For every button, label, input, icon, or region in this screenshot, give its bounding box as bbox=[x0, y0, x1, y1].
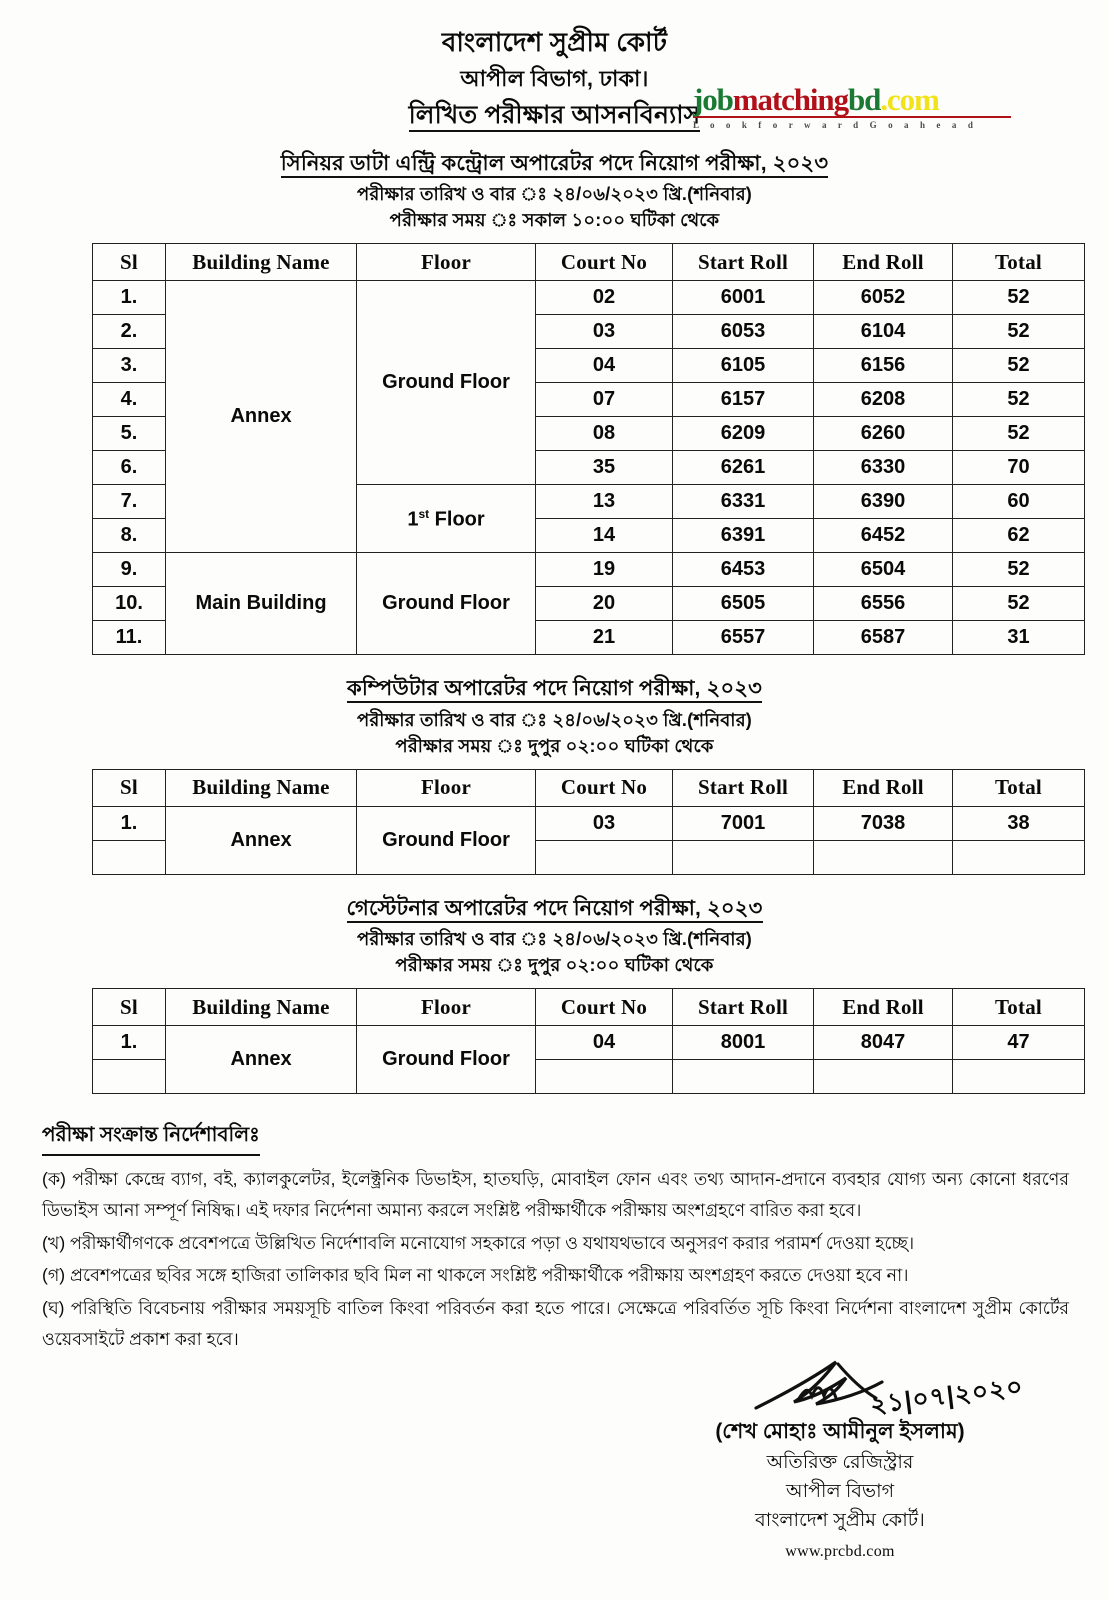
seating-table bbox=[92, 243, 1085, 655]
logo-wordmark bbox=[693, 84, 1019, 115]
cell-sl: 7. bbox=[93, 485, 166, 519]
cell-start-roll: 6557 bbox=[673, 621, 814, 655]
cell-sl: 6. bbox=[93, 451, 166, 485]
cell-sl: 11. bbox=[93, 621, 166, 655]
column-header-building-name: Building Name bbox=[166, 769, 357, 806]
table-header-row bbox=[93, 769, 1085, 806]
instructions-heading: পরীক্ষা সংক্রান্ত নির্দেশাবলিঃ bbox=[42, 1120, 260, 1156]
cell-court-no: 03 bbox=[536, 806, 673, 840]
cell-start-roll: 6053 bbox=[673, 315, 814, 349]
cell-total: 52 bbox=[953, 417, 1085, 451]
section-title-text: সিনিয়র ডাটা এন্ট্রি কন্ট্রোল অপারেটর পদে নিয়োগ পরীক্ষা, ২০২৩ bbox=[281, 152, 828, 178]
cell-total: 52 bbox=[953, 349, 1085, 383]
cell-court-no: 20 bbox=[536, 587, 673, 621]
instructions-list bbox=[42, 1164, 1069, 1354]
cell-empty bbox=[673, 1060, 814, 1094]
cell-sl: 1. bbox=[93, 806, 166, 840]
seating-table-wrapper-2 bbox=[92, 769, 1042, 875]
cell-empty bbox=[536, 1060, 673, 1094]
cell-total: 70 bbox=[953, 451, 1085, 485]
column-header-floor: Floor bbox=[357, 244, 536, 281]
cell-total: 52 bbox=[953, 553, 1085, 587]
instruction-item: (খ) পরীক্ষার্থীগণকে প্রবেশপত্রে উল্লিখিত নির্দেশাবলি মনোযোগ সহকারে পড়া ও যথাযথভাবে অনুসরণ করার পরামর্শ দেওয়া হচ্ছে। bbox=[42, 1232, 915, 1253]
section-heading-2 bbox=[0, 675, 1109, 758]
exam-date-line: পরীক্ষার তারিখ ও বার ঃ ২৪/০৬/২০২৩ খ্রি.(শনিবার) bbox=[356, 184, 752, 205]
signatory-designation: অতিরিক্ত রেজিস্ট্রার bbox=[766, 1451, 914, 1473]
section-title bbox=[0, 150, 1109, 177]
cell-end-roll: 6504 bbox=[814, 553, 953, 587]
cell-total: 60 bbox=[953, 485, 1085, 519]
cell-end-roll: 6390 bbox=[814, 485, 953, 519]
cell-end-roll: 7038 bbox=[814, 806, 953, 840]
cell-start-roll: 6453 bbox=[673, 553, 814, 587]
column-header-court-no: Court No bbox=[536, 244, 673, 281]
section-heading-3 bbox=[0, 895, 1109, 978]
signature-mark bbox=[600, 1358, 1080, 1420]
cell-empty bbox=[953, 840, 1085, 874]
cell-total: 52 bbox=[953, 281, 1085, 315]
signatory-department: আপীল বিভাগ bbox=[785, 1480, 895, 1502]
instruction-item: (ক) পরীক্ষা কেন্দ্রে ব্যাগ, বই, ক্যালকুলেটর, ইলেক্ট্রনিক ডিভাইস, হাতঘড়ি, মোবাইল ফোন এবং তথ্য আদান-প্রদানে ব্যবহার যোগ্য অন্য কোনো ধরণের ডিভাইস আনা সম্পূর্ণ নিষিদ্ধ। এই দফার নির্দেশনা অমান্য করলে সংশ্লিষ্ট পরীক্ষার্থীকে পরীক্ষায় অংশগ্রহণে বারিত করা হবে। bbox=[42, 1169, 1069, 1221]
column-header-start-roll: Start Roll bbox=[673, 989, 814, 1026]
exam-date-line: পরীক্ষার তারিখ ও বার ঃ ২৪/০৬/২০২৩ খ্রি.(শনিবার) bbox=[356, 929, 752, 950]
section-title bbox=[0, 675, 1109, 702]
seating-table bbox=[92, 988, 1085, 1094]
cell-court-no: 02 bbox=[536, 281, 673, 315]
cell-start-roll: 6505 bbox=[673, 587, 814, 621]
signature-block bbox=[600, 1358, 1080, 1564]
logo-part-bd: bd bbox=[847, 82, 881, 117]
cell-end-roll: 6104 bbox=[814, 315, 953, 349]
column-header-floor: Floor bbox=[357, 989, 536, 1026]
section-title bbox=[0, 895, 1109, 922]
cell-total: 38 bbox=[953, 806, 1085, 840]
cell-end-roll: 6260 bbox=[814, 417, 953, 451]
cell-start-roll: 6105 bbox=[673, 349, 814, 383]
column-header-total: Total bbox=[953, 989, 1085, 1026]
signature-date: ২১|০৭|২০২০ bbox=[868, 1372, 1025, 1420]
seating-table-wrapper-1 bbox=[92, 243, 1042, 655]
column-header-court-no: Court No bbox=[536, 769, 673, 806]
cell-sl: 10. bbox=[93, 587, 166, 621]
cell-end-roll: 6156 bbox=[814, 349, 953, 383]
cell-start-roll: 6391 bbox=[673, 519, 814, 553]
column-header-sl: Sl bbox=[93, 989, 166, 1026]
cell-court-no: 14 bbox=[536, 519, 673, 553]
column-header-end-roll: End Roll bbox=[814, 244, 953, 281]
cell-sl: 1. bbox=[93, 1026, 166, 1060]
cell-total: 31 bbox=[953, 621, 1085, 655]
seating-table-wrapper-3 bbox=[92, 988, 1042, 1094]
cell-empty bbox=[536, 840, 673, 874]
cell-end-roll: 6587 bbox=[814, 621, 953, 655]
column-header-start-roll: Start Roll bbox=[673, 244, 814, 281]
organization-name: বাংলাদেশ সুপ্রীম কোর্ট bbox=[441, 27, 668, 57]
cell-total: 47 bbox=[953, 1026, 1085, 1060]
cell-start-roll: 6157 bbox=[673, 383, 814, 417]
cell-sl: 1. bbox=[93, 281, 166, 315]
cell-building-name: Annex bbox=[166, 806, 357, 874]
cell-floor: Ground Floor bbox=[357, 553, 536, 655]
column-header-total: Total bbox=[953, 769, 1085, 806]
cell-floor: Ground Floor bbox=[357, 806, 536, 874]
cell-building-name: Main Building bbox=[166, 553, 357, 655]
instruction-item: (ঘ) পরিস্থিতি বিবেচনায় পরীক্ষার সময়সূচি বাতিল কিংবা পরিবর্তন করা হতে পারে। সেক্ষেত্রে পরিবর্তিত সূচি কিংবা নির্দেশনা বাংলাদেশ সুপ্রীম কোর্টের ওয়েবসাইটে প্রকাশ করা হবে। bbox=[42, 1297, 1069, 1349]
column-header-building-name: Building Name bbox=[166, 244, 357, 281]
cell-end-roll: 6052 bbox=[814, 281, 953, 315]
column-header-end-roll: End Roll bbox=[814, 769, 953, 806]
cell-court-no: 35 bbox=[536, 451, 673, 485]
cell-end-roll: 6452 bbox=[814, 519, 953, 553]
logo-part-job: job bbox=[693, 82, 733, 117]
cell-empty bbox=[93, 840, 166, 874]
cell-total: 52 bbox=[953, 315, 1085, 349]
cell-building-name: Annex bbox=[166, 1026, 357, 1094]
cell-total: 62 bbox=[953, 519, 1085, 553]
column-header-end-roll: End Roll bbox=[814, 989, 953, 1026]
table-row bbox=[93, 806, 1085, 840]
instruction-item: (গ) প্রবেশপত্রের ছবির সঙ্গে হাজিরা তালিকার ছবি মিল না থাকলে সংশ্লিষ্ট পরীক্ষার্থীকে পরীক্ষায় অংশগ্রহণ করতে দেওয়া হবে না। bbox=[42, 1265, 909, 1286]
table-header-row bbox=[93, 989, 1085, 1026]
cell-end-roll: 6330 bbox=[814, 451, 953, 485]
column-header-building-name: Building Name bbox=[166, 989, 357, 1026]
cell-floor: Ground Floor bbox=[357, 1026, 536, 1094]
cell-empty bbox=[814, 1060, 953, 1094]
jobmatchingbd-logo bbox=[693, 84, 1019, 130]
cell-court-no: 13 bbox=[536, 485, 673, 519]
cell-end-roll: 6556 bbox=[814, 587, 953, 621]
signatory-organization: বাংলাদেশ সুপ্রীম কোর্ট। bbox=[755, 1510, 925, 1532]
exam-time-line: পরীক্ষার সময় ঃ সকাল ১০:০০ ঘটিকা থেকে bbox=[389, 210, 720, 231]
cell-floor: Ground Floor bbox=[357, 281, 536, 485]
cell-empty bbox=[953, 1060, 1085, 1094]
cell-court-no: 04 bbox=[536, 349, 673, 383]
cell-sl: 9. bbox=[93, 553, 166, 587]
cell-building-name: Annex bbox=[166, 281, 357, 553]
cell-sl: 8. bbox=[93, 519, 166, 553]
cell-court-no: 03 bbox=[536, 315, 673, 349]
cell-sl: 2. bbox=[93, 315, 166, 349]
cell-start-roll: 6001 bbox=[673, 281, 814, 315]
cell-start-roll: 8001 bbox=[673, 1026, 814, 1060]
column-header-total: Total bbox=[953, 244, 1085, 281]
source-url: www.prcbd.com bbox=[785, 1542, 895, 1560]
section-heading-1 bbox=[0, 150, 1109, 233]
cell-court-no: 07 bbox=[536, 383, 673, 417]
cell-court-no: 21 bbox=[536, 621, 673, 655]
cell-empty bbox=[814, 840, 953, 874]
logo-part-matching: matching bbox=[732, 82, 848, 117]
logo-part-com: .com bbox=[880, 82, 939, 117]
cell-court-no: 08 bbox=[536, 417, 673, 451]
document-title-text: লিখিত পরীক্ষার আসনবিন্যাস bbox=[409, 101, 701, 132]
exam-time-line: পরীক্ষার সময় ঃ দুপুর ০২:০০ ঘটিকা থেকে bbox=[395, 955, 714, 976]
cell-empty bbox=[673, 840, 814, 874]
section-title-text: গেস্টেটনার অপারেটর পদে নিয়োগ পরীক্ষা, ২০২৩ bbox=[347, 897, 763, 923]
table-row bbox=[93, 1026, 1085, 1060]
cell-end-roll: 8047 bbox=[814, 1026, 953, 1060]
exam-date-line: পরীক্ষার তারিখ ও বার ঃ ২৪/০৬/২০২৩ খ্রি.(শনিবার) bbox=[356, 709, 752, 730]
exam-time-line: পরীক্ষার সময় ঃ দুপুর ০২:০০ ঘটিকা থেকে bbox=[395, 735, 714, 756]
cell-start-roll: 6209 bbox=[673, 417, 814, 451]
cell-start-roll: 6331 bbox=[673, 485, 814, 519]
column-header-court-no: Court No bbox=[536, 989, 673, 1026]
cell-total: 52 bbox=[953, 587, 1085, 621]
sections-container bbox=[0, 150, 1109, 1094]
logo-tagline: L o o k f o r w a r d G o a h e a d bbox=[693, 120, 978, 130]
table-row bbox=[93, 281, 1085, 315]
table-row bbox=[93, 553, 1085, 587]
seating-table bbox=[92, 769, 1085, 875]
cell-court-no: 04 bbox=[536, 1026, 673, 1060]
column-header-start-roll: Start Roll bbox=[673, 769, 814, 806]
cell-end-roll: 6208 bbox=[814, 383, 953, 417]
cell-start-roll: 7001 bbox=[673, 806, 814, 840]
signatory-name: (শেখ মোহাঃ আমীনুল ইসলাম) bbox=[715, 1420, 965, 1443]
cell-total: 52 bbox=[953, 383, 1085, 417]
cell-sl: 4. bbox=[93, 383, 166, 417]
cell-court-no: 19 bbox=[536, 553, 673, 587]
section-title-text: কম্পিউটার অপারেটর পদে নিয়োগ পরীক্ষা, ২০২৩ bbox=[347, 677, 762, 703]
cell-start-roll: 6261 bbox=[673, 451, 814, 485]
cell-floor: 1st Floor bbox=[357, 485, 536, 553]
cell-empty bbox=[93, 1060, 166, 1094]
cell-sl: 5. bbox=[93, 417, 166, 451]
organization-department: আপীল বিভাগ, ঢাকা। bbox=[460, 65, 649, 91]
instructions-block bbox=[42, 1120, 1069, 1354]
cell-sl: 3. bbox=[93, 349, 166, 383]
column-header-sl: Sl bbox=[93, 769, 166, 806]
table-header-row bbox=[93, 244, 1085, 281]
column-header-sl: Sl bbox=[93, 244, 166, 281]
column-header-floor: Floor bbox=[357, 769, 536, 806]
